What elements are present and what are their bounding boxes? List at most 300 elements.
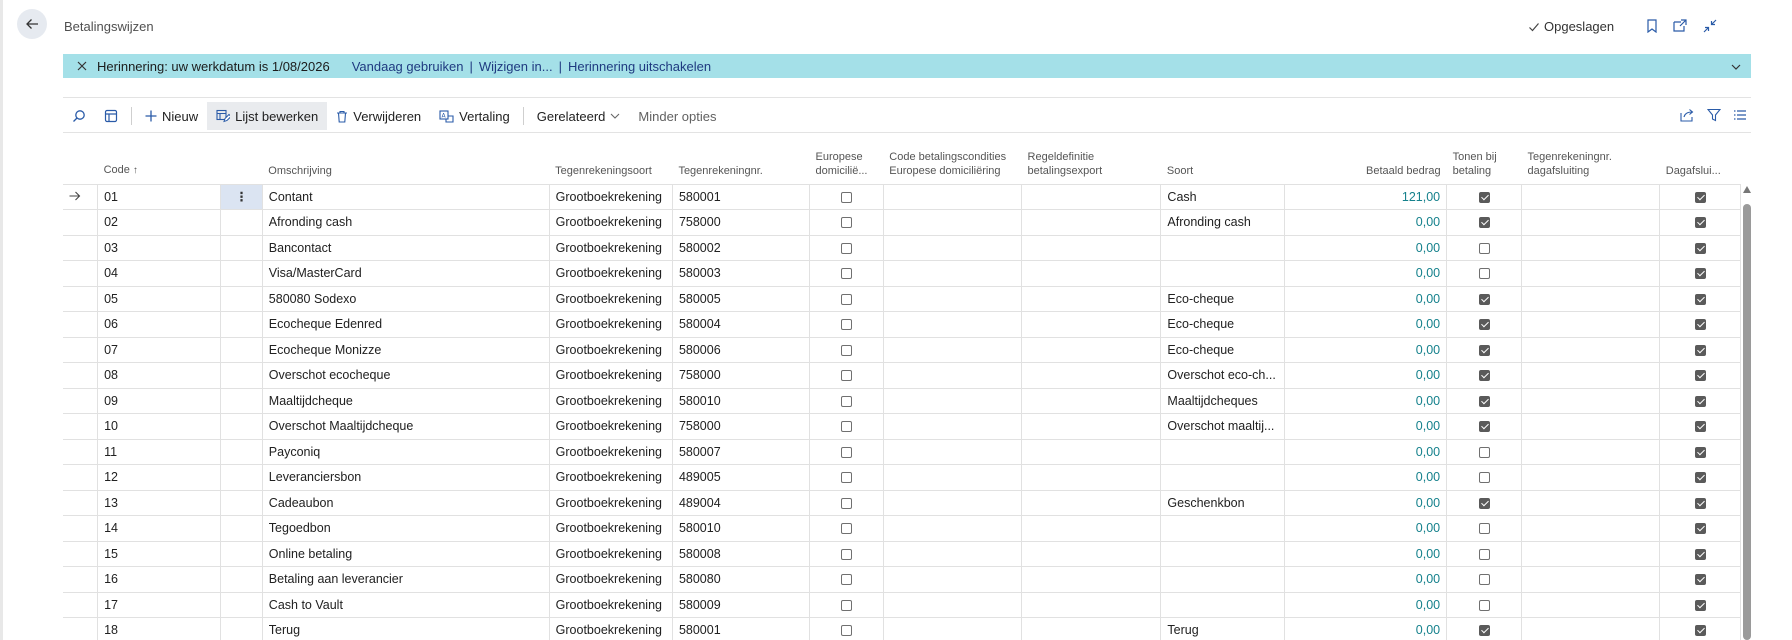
description-cell[interactable]: Online betaling xyxy=(262,541,549,567)
row-menu-cell[interactable] xyxy=(221,286,262,312)
code-cell[interactable]: 14 xyxy=(98,516,221,542)
dayclose-account-cell[interactable] xyxy=(1522,465,1660,491)
row-menu-cell[interactable] xyxy=(221,388,262,414)
column-header-payment-terms[interactable] xyxy=(883,140,1021,184)
eu-direct-debit-cell xyxy=(810,541,884,567)
payment-terms-cell[interactable] xyxy=(883,592,1021,618)
payment-terms-cell[interactable] xyxy=(883,516,1021,542)
scroll-up-button[interactable] xyxy=(1743,186,1751,194)
column-header-dayclose[interactable]: Dagafslui... xyxy=(1665,164,1721,177)
eu-direct-debit-checkbox[interactable] xyxy=(841,370,852,381)
paid-amount-cell[interactable]: 0,00 xyxy=(1284,414,1446,440)
kind-cell[interactable] xyxy=(1161,567,1284,593)
dayclose-account-cell[interactable] xyxy=(1522,363,1660,389)
column-header-show-on-payment[interactable] xyxy=(1447,140,1522,184)
bal-account-no-cell[interactable]: 489004 xyxy=(672,490,809,516)
kind-cell[interactable] xyxy=(1161,261,1284,287)
bal-account-no-cell[interactable]: 580003 xyxy=(672,261,809,287)
row-menu-cell[interactable] xyxy=(221,592,262,618)
bal-account-no-cell[interactable]: 758000 xyxy=(672,414,809,440)
show-on-payment-checkbox[interactable] xyxy=(1479,396,1490,407)
table-row[interactable] xyxy=(63,439,1741,465)
bal-account-type-cell[interactable]: Grootboekrekening xyxy=(549,618,672,640)
column-header-paid-amount[interactable]: Betaald bedrag xyxy=(1366,164,1441,177)
bal-account-type-cell[interactable]: Grootboekrekening xyxy=(549,465,672,491)
bookmark-button[interactable] xyxy=(1642,16,1662,36)
header-line: Code betalingscondities xyxy=(889,150,1007,163)
dayclose-account-cell[interactable] xyxy=(1522,235,1660,261)
bal-account-no-cell[interactable]: 580010 xyxy=(672,388,809,414)
paid-amount-cell[interactable]: 0,00 xyxy=(1284,567,1446,593)
description-cell[interactable]: 580080 Sodexo xyxy=(262,286,549,312)
description-cell[interactable]: Afronding cash xyxy=(262,210,549,236)
bal-account-type-cell[interactable]: Grootboekrekening xyxy=(549,261,672,287)
more-options-icon[interactable]: ⋮ xyxy=(235,190,248,205)
paid-amount-cell[interactable]: 0,00 xyxy=(1284,388,1446,414)
bal-account-type-cell[interactable]: Grootboekrekening xyxy=(549,516,672,542)
dayclose-account-cell[interactable] xyxy=(1522,210,1660,236)
column-header-eu-direct-debit[interactable] xyxy=(810,140,884,184)
row-indicator xyxy=(63,363,98,389)
eu-direct-debit-checkbox[interactable] xyxy=(841,447,852,458)
paid-amount-cell[interactable]: 0,00 xyxy=(1284,490,1446,516)
related-menu-button[interactable] xyxy=(528,102,630,130)
code-cell[interactable]: 07 xyxy=(98,337,221,363)
dayclose-account-cell[interactable] xyxy=(1522,286,1660,312)
paid-amount-cell[interactable]: 0,00 xyxy=(1284,363,1446,389)
row-menu-cell[interactable] xyxy=(221,567,262,593)
code-cell[interactable]: 05 xyxy=(98,286,221,312)
eu-direct-debit-checkbox[interactable] xyxy=(841,268,852,279)
row-menu-cell[interactable] xyxy=(221,184,262,210)
column-header-dayclose-account[interactable] xyxy=(1522,140,1660,184)
row-definition-cell[interactable] xyxy=(1022,439,1161,465)
vertical-scrollbar[interactable] xyxy=(1743,186,1751,640)
table-row[interactable] xyxy=(63,516,1741,542)
paid-amount-cell[interactable]: 0,00 xyxy=(1284,312,1446,338)
row-definition-cell[interactable] xyxy=(1022,235,1161,261)
description-cell[interactable]: Tegoedbon xyxy=(262,516,549,542)
bal-account-no-cell[interactable]: 580007 xyxy=(672,439,809,465)
paid-amount-cell[interactable]: 0,00 xyxy=(1284,261,1446,287)
close-banner-button[interactable] xyxy=(69,61,95,71)
dayclose-account-cell[interactable] xyxy=(1522,414,1660,440)
dayclose-checkbox[interactable] xyxy=(1695,370,1706,381)
bal-account-no-cell[interactable]: 580001 xyxy=(672,618,809,640)
column-header-bal-account-type[interactable]: Tegenrekeningsoort xyxy=(555,164,652,177)
dayclose-account-cell[interactable] xyxy=(1522,516,1660,542)
edit-list-button[interactable] xyxy=(207,102,327,130)
kind-cell[interactable]: Cash xyxy=(1161,184,1284,210)
row-indicator xyxy=(63,286,98,312)
kind-cell[interactable]: Maaltijdcheques xyxy=(1161,388,1284,414)
column-header-code[interactable] xyxy=(98,140,221,184)
code-cell[interactable]: 17 xyxy=(98,592,221,618)
show-on-payment-checkbox[interactable] xyxy=(1479,345,1490,356)
bal-account-no-cell[interactable]: 758000 xyxy=(672,363,809,389)
kind-cell[interactable] xyxy=(1161,516,1284,542)
paid-amount-cell[interactable]: 0,00 xyxy=(1284,618,1446,640)
eu-direct-debit-checkbox[interactable] xyxy=(841,217,852,228)
row-definition-cell[interactable] xyxy=(1022,337,1161,363)
header-line: betalingsexport xyxy=(1027,164,1103,177)
payment-terms-cell[interactable] xyxy=(883,541,1021,567)
paid-amount-cell[interactable]: 0,00 xyxy=(1284,337,1446,363)
dayclose-checkbox[interactable] xyxy=(1695,600,1706,611)
row-menu-cell[interactable] xyxy=(221,414,262,440)
kind-cell[interactable] xyxy=(1161,541,1284,567)
table-row[interactable] xyxy=(63,465,1741,491)
description-cell[interactable]: Visa/MasterCard xyxy=(262,261,549,287)
bal-account-type-cell[interactable]: Grootboekrekening xyxy=(549,312,672,338)
show-on-payment-checkbox[interactable] xyxy=(1479,217,1490,228)
paid-amount-cell[interactable]: 0,00 xyxy=(1284,286,1446,312)
payment-terms-cell[interactable] xyxy=(883,261,1021,287)
row-definition-cell[interactable] xyxy=(1022,567,1161,593)
eu-direct-debit-checkbox[interactable] xyxy=(841,345,852,356)
dayclose-account-cell[interactable] xyxy=(1522,337,1660,363)
description-cell[interactable]: Betaling aan leverancier xyxy=(262,567,549,593)
kind-cell[interactable]: Geschenkbon xyxy=(1161,490,1284,516)
show-on-payment-checkbox[interactable] xyxy=(1479,447,1490,458)
row-definition-cell[interactable] xyxy=(1022,210,1161,236)
kind-cell[interactable]: Eco-cheque xyxy=(1161,337,1284,363)
row-definition-cell[interactable] xyxy=(1022,261,1161,287)
show-on-payment-checkbox[interactable] xyxy=(1479,192,1490,203)
dayclose-checkbox[interactable] xyxy=(1695,498,1706,509)
kind-cell[interactable] xyxy=(1161,592,1284,618)
column-header-description[interactable]: Omschrijving xyxy=(268,164,332,177)
payment-terms-cell[interactable] xyxy=(883,235,1021,261)
dayclose-account-cell[interactable] xyxy=(1522,261,1660,287)
paid-amount-cell[interactable]: 0,00 xyxy=(1284,465,1446,491)
eu-direct-debit-checkbox[interactable] xyxy=(841,625,852,636)
dayclose-checkbox[interactable] xyxy=(1695,268,1706,279)
eu-direct-debit-checkbox[interactable] xyxy=(841,549,852,560)
payment-terms-cell[interactable] xyxy=(883,312,1021,338)
paid-amount-cell[interactable]: 0,00 xyxy=(1284,592,1446,618)
row-definition-cell[interactable] xyxy=(1022,388,1161,414)
show-on-payment-checkbox[interactable] xyxy=(1479,294,1490,305)
paid-amount-cell[interactable]: 0,00 xyxy=(1284,516,1446,542)
bal-account-type-cell[interactable]: Grootboekrekening xyxy=(549,414,672,440)
dayclose-account-cell[interactable] xyxy=(1522,541,1660,567)
show-on-payment-checkbox[interactable] xyxy=(1479,600,1490,611)
payment-methods-table xyxy=(63,140,1741,640)
table-row[interactable] xyxy=(63,337,1741,363)
bal-account-type-cell[interactable]: Grootboekrekening xyxy=(549,337,672,363)
description-cell[interactable]: Maaltijdcheque xyxy=(262,388,549,414)
triangle-up-icon xyxy=(1743,186,1751,193)
payment-terms-cell[interactable] xyxy=(883,414,1021,440)
eu-direct-debit-checkbox[interactable] xyxy=(841,600,852,611)
bal-account-no-cell[interactable]: 489005 xyxy=(672,465,809,491)
search-button[interactable] xyxy=(63,102,95,130)
dayclose-account-cell[interactable] xyxy=(1522,618,1660,640)
code-cell[interactable]: 15 xyxy=(98,541,221,567)
show-on-payment-cell xyxy=(1447,541,1522,567)
kind-cell[interactable] xyxy=(1161,465,1284,491)
bal-account-no-cell[interactable]: 580005 xyxy=(672,286,809,312)
bal-account-no-cell[interactable]: 580004 xyxy=(672,312,809,338)
code-cell[interactable]: 04 xyxy=(98,261,221,287)
dayclose-account-cell[interactable] xyxy=(1522,312,1660,338)
dayclose-checkbox[interactable] xyxy=(1695,421,1706,432)
bal-account-no-cell[interactable]: 580080 xyxy=(672,567,809,593)
table-row[interactable] xyxy=(63,490,1741,516)
payment-terms-cell[interactable] xyxy=(883,184,1021,210)
description-cell[interactable]: Ecocheque Edenred xyxy=(262,312,549,338)
code-cell[interactable]: 13 xyxy=(98,490,221,516)
kind-cell[interactable] xyxy=(1161,439,1284,465)
back-button[interactable] xyxy=(17,9,47,39)
dayclose-checkbox[interactable] xyxy=(1695,472,1706,483)
eu-direct-debit-checkbox[interactable] xyxy=(841,523,852,534)
dayclose-checkbox[interactable] xyxy=(1695,625,1706,636)
translation-button[interactable] xyxy=(430,102,519,130)
payment-terms-cell[interactable] xyxy=(883,490,1021,516)
dayclose-account-cell[interactable] xyxy=(1522,184,1660,210)
payment-terms-cell[interactable] xyxy=(883,618,1021,640)
row-definition-cell[interactable] xyxy=(1022,618,1161,640)
show-on-payment-checkbox[interactable] xyxy=(1479,268,1490,279)
table-row[interactable] xyxy=(63,286,1741,312)
row-menu-cell[interactable] xyxy=(221,312,262,338)
payment-terms-cell[interactable] xyxy=(883,567,1021,593)
bal-account-type-cell[interactable]: Grootboekrekening xyxy=(549,592,672,618)
dayclose-checkbox[interactable] xyxy=(1695,396,1706,407)
bal-account-type-cell[interactable]: Grootboekrekening xyxy=(549,210,672,236)
description-cell[interactable]: Bancontact xyxy=(262,235,549,261)
payment-terms-cell[interactable] xyxy=(883,439,1021,465)
bal-account-type-cell[interactable]: Grootboekrekening xyxy=(549,490,672,516)
paid-amount-cell[interactable]: 0,00 xyxy=(1284,210,1446,236)
filter-button[interactable] xyxy=(1707,108,1721,125)
show-on-payment-checkbox[interactable] xyxy=(1479,472,1490,483)
paid-amount-cell[interactable]: 0,00 xyxy=(1284,541,1446,567)
table-row[interactable] xyxy=(63,414,1741,440)
kind-cell[interactable]: Eco-cheque xyxy=(1161,312,1284,338)
dayclose-checkbox[interactable] xyxy=(1695,523,1706,534)
payment-terms-cell[interactable] xyxy=(883,337,1021,363)
show-on-payment-checkbox[interactable] xyxy=(1479,243,1490,254)
kind-cell[interactable] xyxy=(1161,235,1284,261)
row-menu-cell[interactable] xyxy=(221,210,262,236)
row-menu-cell[interactable] xyxy=(221,618,262,640)
show-on-payment-checkbox[interactable] xyxy=(1479,549,1490,560)
dayclose-checkbox[interactable] xyxy=(1695,447,1706,458)
show-on-payment-cell xyxy=(1447,618,1522,640)
bal-account-no-cell[interactable]: 580009 xyxy=(672,592,809,618)
column-header-bal-account-no[interactable]: Tegenrekeningnr. xyxy=(678,164,763,177)
dayclose-checkbox[interactable] xyxy=(1695,574,1706,585)
row-menu-cell[interactable] xyxy=(221,235,262,261)
arrow-right-icon xyxy=(69,191,81,201)
analysis-mode-button[interactable] xyxy=(95,102,127,130)
payment-terms-cell[interactable] xyxy=(883,465,1021,491)
row-definition-cell[interactable] xyxy=(1022,592,1161,618)
dayclose-checkbox[interactable] xyxy=(1695,549,1706,560)
bal-account-type-cell[interactable]: Grootboekrekening xyxy=(549,439,672,465)
change-to-link[interactable]: Wijzigen in... xyxy=(478,58,553,74)
table-row[interactable] xyxy=(63,312,1741,338)
row-menu-cell[interactable] xyxy=(221,337,262,363)
dayclose-account-cell[interactable] xyxy=(1522,490,1660,516)
code-cell[interactable]: 01 xyxy=(98,184,221,210)
bal-account-type-cell[interactable]: Grootboekrekening xyxy=(549,363,672,389)
eu-direct-debit-checkbox[interactable] xyxy=(841,243,852,254)
table-row[interactable] xyxy=(63,388,1741,414)
table-row[interactable] xyxy=(63,592,1741,618)
description-cell[interactable]: Ecocheque Monizze xyxy=(262,337,549,363)
row-definition-cell[interactable] xyxy=(1022,490,1161,516)
description-cell[interactable]: Cash to Vault xyxy=(262,592,549,618)
code-cell[interactable]: 12 xyxy=(98,465,221,491)
description-cell[interactable]: Overschot Maaltijdcheque xyxy=(262,414,549,440)
row-definition-cell[interactable] xyxy=(1022,414,1161,440)
code-cell[interactable]: 16 xyxy=(98,567,221,593)
description-cell[interactable]: Cadeaubon xyxy=(262,490,549,516)
paid-amount-cell[interactable]: 0,00 xyxy=(1284,439,1446,465)
row-definition-cell[interactable] xyxy=(1022,312,1161,338)
share-button[interactable] xyxy=(1680,108,1695,125)
dayclose-checkbox[interactable] xyxy=(1695,217,1706,228)
eu-direct-debit-checkbox[interactable] xyxy=(841,319,852,330)
dayclose-account-cell[interactable] xyxy=(1522,388,1660,414)
bal-account-type-cell[interactable]: Grootboekrekening xyxy=(549,388,672,414)
bal-account-no-cell[interactable]: 580010 xyxy=(672,516,809,542)
bal-account-no-cell[interactable]: 758000 xyxy=(672,210,809,236)
row-menu-cell[interactable] xyxy=(221,465,262,491)
bal-account-type-cell[interactable]: Grootboekrekening xyxy=(549,235,672,261)
kind-cell[interactable]: Afronding cash xyxy=(1161,210,1284,236)
eu-direct-debit-checkbox[interactable] xyxy=(841,396,852,407)
code-cell[interactable]: 08 xyxy=(98,363,221,389)
show-on-payment-checkbox[interactable] xyxy=(1479,498,1490,509)
row-menu-cell[interactable] xyxy=(221,490,262,516)
row-definition-cell[interactable] xyxy=(1022,465,1161,491)
show-on-payment-checkbox[interactable] xyxy=(1479,625,1490,636)
dayclose-checkbox[interactable] xyxy=(1695,192,1706,203)
description-cell[interactable]: Leveranciersbon xyxy=(262,465,549,491)
kind-cell[interactable]: Eco-cheque xyxy=(1161,286,1284,312)
dayclose-checkbox[interactable] xyxy=(1695,294,1706,305)
table-row[interactable] xyxy=(63,541,1741,567)
row-definition-cell[interactable] xyxy=(1022,286,1161,312)
column-header-kind[interactable]: Soort xyxy=(1166,164,1194,177)
bal-account-no-cell[interactable]: 580002 xyxy=(672,235,809,261)
row-menu-cell[interactable] xyxy=(221,439,262,465)
collapse-button[interactable] xyxy=(1700,16,1720,36)
dayclose-account-cell[interactable] xyxy=(1522,592,1660,618)
code-cell[interactable]: 09 xyxy=(98,388,221,414)
description-cell[interactable]: Terug xyxy=(262,618,549,640)
scrollbar-thumb[interactable] xyxy=(1743,204,1751,640)
open-new-window-button[interactable] xyxy=(1670,16,1690,36)
table-row[interactable] xyxy=(63,235,1741,261)
show-on-payment-checkbox[interactable] xyxy=(1479,523,1490,534)
eu-direct-debit-checkbox[interactable] xyxy=(841,192,852,203)
list-view-button[interactable] xyxy=(1733,109,1747,124)
show-on-payment-checkbox[interactable] xyxy=(1479,574,1490,585)
row-definition-cell[interactable] xyxy=(1022,516,1161,542)
payment-terms-cell[interactable] xyxy=(883,388,1021,414)
show-on-payment-checkbox[interactable] xyxy=(1479,421,1490,432)
dayclose-cell xyxy=(1660,592,1741,618)
dayclose-account-cell[interactable] xyxy=(1522,567,1660,593)
description-cell[interactable]: Overschot ecocheque xyxy=(262,363,549,389)
dayclose-account-cell[interactable] xyxy=(1522,439,1660,465)
description-cell[interactable]: Payconiq xyxy=(262,439,549,465)
payment-terms-cell[interactable] xyxy=(883,210,1021,236)
eu-direct-debit-checkbox[interactable] xyxy=(841,421,852,432)
row-definition-cell[interactable] xyxy=(1022,541,1161,567)
eu-direct-debit-checkbox[interactable] xyxy=(841,498,852,509)
toolbar-separator xyxy=(131,107,132,125)
delete-button[interactable] xyxy=(327,102,430,130)
row-definition-cell[interactable] xyxy=(1022,184,1161,210)
description-cell[interactable]: Contant xyxy=(262,184,549,210)
code-cell[interactable]: 06 xyxy=(98,312,221,338)
payment-terms-cell[interactable] xyxy=(883,363,1021,389)
column-header-row-definition[interactable] xyxy=(1022,140,1161,184)
expand-banner-button[interactable] xyxy=(1731,59,1741,74)
kind-cell[interactable]: Overschot maaltij... xyxy=(1161,414,1284,440)
bal-account-no-cell[interactable]: 580008 xyxy=(672,541,809,567)
table-row[interactable] xyxy=(63,261,1741,287)
dayclose-checkbox[interactable] xyxy=(1695,243,1706,254)
code-cell[interactable]: 03 xyxy=(98,235,221,261)
eu-direct-debit-checkbox[interactable] xyxy=(841,574,852,585)
bal-account-no-cell[interactable]: 580001 xyxy=(672,184,809,210)
show-on-payment-checkbox[interactable] xyxy=(1479,319,1490,330)
row-menu-cell[interactable] xyxy=(221,541,262,567)
kind-cell[interactable]: Terug xyxy=(1161,618,1284,640)
row-definition-cell[interactable] xyxy=(1022,363,1161,389)
row-menu-cell[interactable] xyxy=(221,261,262,287)
dayclose-checkbox[interactable] xyxy=(1695,319,1706,330)
table-row[interactable] xyxy=(63,184,1741,210)
table-row[interactable] xyxy=(63,618,1741,640)
fewer-options-button[interactable] xyxy=(629,102,725,130)
eu-direct-debit-checkbox[interactable] xyxy=(841,472,852,483)
show-on-payment-checkbox[interactable] xyxy=(1479,370,1490,381)
paid-amount-cell[interactable]: 121,00 xyxy=(1284,184,1446,210)
bal-account-type-cell[interactable]: Grootboekrekening xyxy=(549,286,672,312)
eu-direct-debit-checkbox[interactable] xyxy=(841,294,852,305)
table-row[interactable] xyxy=(63,210,1741,236)
disable-reminder-link[interactable]: Herinnering uitschakelen xyxy=(567,58,712,74)
row-menu-cell[interactable] xyxy=(221,363,262,389)
row-menu-cell[interactable] xyxy=(221,516,262,542)
bal-account-type-cell[interactable]: Grootboekrekening xyxy=(549,567,672,593)
code-cell[interactable]: 10 xyxy=(98,414,221,440)
code-cell[interactable]: 11 xyxy=(98,439,221,465)
kind-cell[interactable]: Overschot eco-ch... xyxy=(1161,363,1284,389)
payment-terms-cell[interactable] xyxy=(883,286,1021,312)
bal-account-no-cell[interactable]: 580006 xyxy=(672,337,809,363)
table-row[interactable] xyxy=(63,363,1741,389)
paid-amount-cell[interactable]: 0,00 xyxy=(1284,235,1446,261)
code-cell[interactable]: 18 xyxy=(98,618,221,640)
new-button[interactable] xyxy=(136,102,207,130)
code-cell[interactable]: 02 xyxy=(98,210,221,236)
bal-account-type-cell[interactable]: Grootboekrekening xyxy=(549,541,672,567)
bal-account-type-cell[interactable]: Grootboekrekening xyxy=(549,184,672,210)
table-row[interactable] xyxy=(63,567,1741,593)
use-today-link[interactable]: Vandaag gebruiken xyxy=(351,58,464,74)
dayclose-checkbox[interactable] xyxy=(1695,345,1706,356)
